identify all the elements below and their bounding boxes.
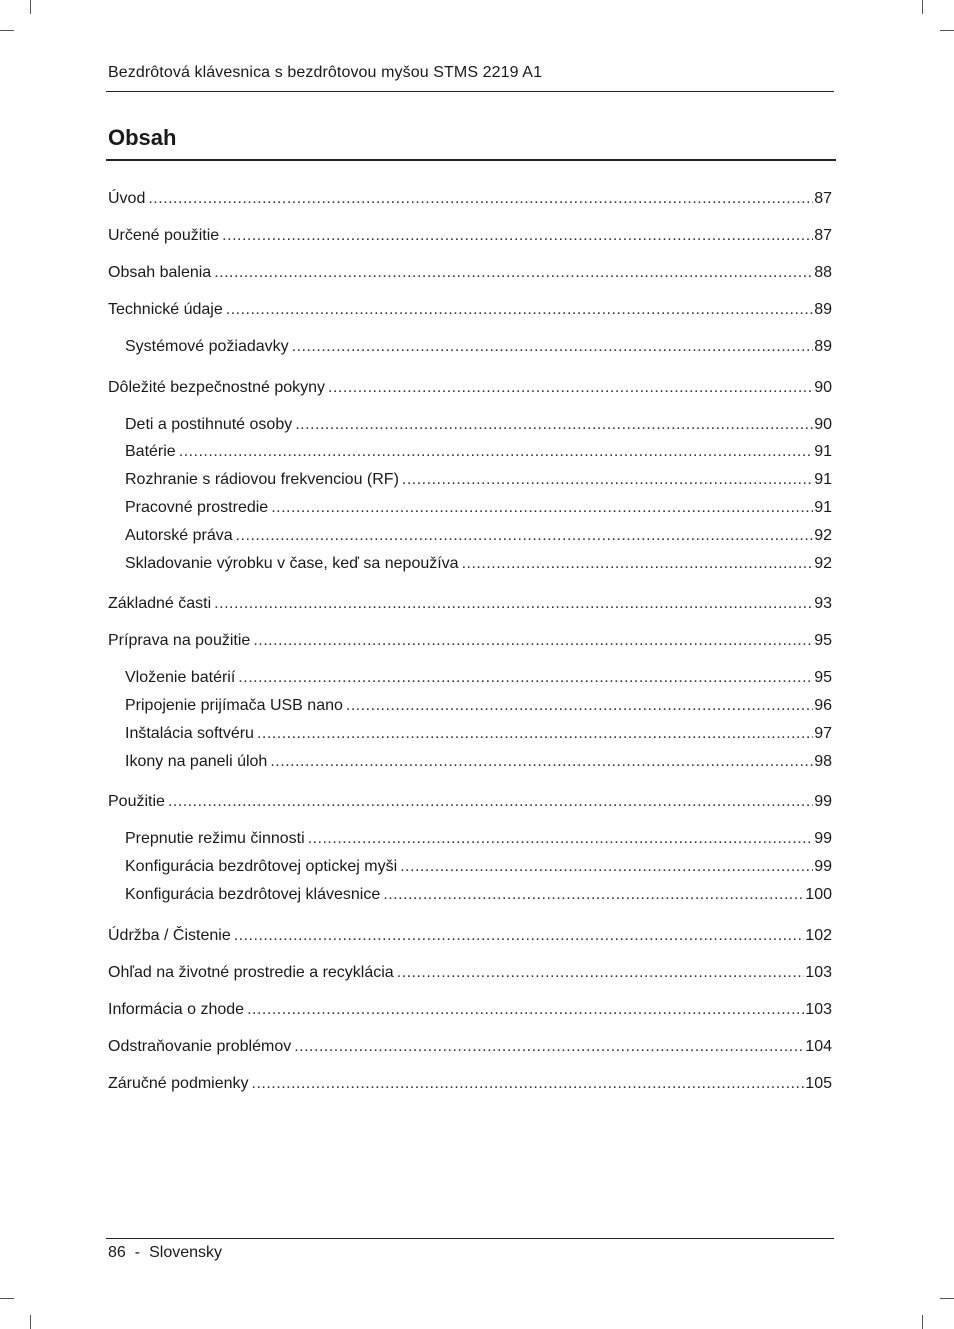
toc-entry-page: 95 [814,632,832,649]
crop-mark [0,30,14,31]
toc-entry-page: 92 [814,555,832,572]
toc-entry[interactable] [108,963,832,983]
toc-entry-leader [247,1000,804,1020]
crop-mark [0,1298,14,1299]
toc-entry-label: Technické údaje [108,301,223,318]
toc-entry-label: Prepnutie režimu činnosti [125,830,305,847]
toc-entry[interactable] [108,792,832,812]
toc-entry-leader [236,526,814,546]
toc-entry-page: 87 [814,227,832,244]
toc-entry-leader [328,378,813,398]
toc-entry-label: Použitie [108,793,165,810]
toc-entry-page: 105 [805,1075,832,1092]
toc-entry-leader [292,337,814,357]
toc-entry-label: Konfigurácia bezdrôtovej optickej myši [125,858,398,875]
toc-entry-label: Obsah balenia [108,264,212,281]
toc-entry-label: Úvod [108,190,146,207]
toc-entry-page: 98 [814,753,832,770]
toc-entry[interactable] [108,631,832,651]
toc-entry[interactable] [125,554,832,574]
toc-entry-leader [214,594,813,614]
toc-entry-page: 91 [814,443,832,460]
toc-entry-leader [148,189,813,209]
toc-entry[interactable] [125,415,832,435]
toc-entry-label: Určené použitie [108,227,220,244]
toc-entry-page: 87 [814,190,832,207]
toc-entry-leader [252,1074,805,1094]
toc-entry-leader [168,792,813,812]
toc-entry[interactable] [125,470,832,490]
toc-entry-label: Konfigurácia bezdrôtovej klávesnice [125,886,381,903]
toc-entry-leader [234,926,805,946]
toc-entry-leader [257,724,813,744]
toc-entry-label: Pracovné prostredie [125,499,269,516]
toc-entry-leader [462,554,814,574]
toc-entry-label: Skladovanie výrobku v čase, keď sa nepoužíva [125,555,459,572]
toc-entry[interactable] [108,378,832,398]
toc-entry-leader [270,752,813,772]
toc-entry-leader [400,857,813,877]
toc-entry[interactable] [125,498,832,518]
toc-entry-page: 91 [814,471,832,488]
toc-entry-page: 91 [814,499,832,516]
header-rule [106,91,834,92]
toc-entry-page: 88 [814,264,832,281]
footer-language: Slovensky [149,1244,223,1261]
toc-entry-leader [346,696,813,716]
toc-entry[interactable] [108,189,832,209]
crop-mark [922,1315,923,1329]
toc-entry-leader [179,442,814,462]
toc-entry-label: Záručné podmienky [108,1075,249,1092]
toc-entry[interactable] [125,337,832,357]
toc-entry-label: Základné časti [108,595,212,612]
toc-entry-page: 92 [814,527,832,544]
toc-entry[interactable] [125,442,832,462]
toc-entry-page: 96 [814,697,832,714]
toc-entry-leader [222,226,813,246]
footer-rule [106,1238,834,1239]
toc-entry-leader [308,829,814,849]
toc-entry-label: Ikony na paneli úloh [125,753,268,770]
crop-mark [30,1315,31,1329]
toc-entry-leader [402,470,813,490]
toc-entry[interactable] [125,829,832,849]
toc-entry-page: 103 [805,964,832,981]
toc-entry-page: 100 [805,886,832,903]
toc-entry-page: 95 [814,669,832,686]
toc-entry-leader [271,498,813,518]
toc-entry-label: Rozhranie s rádiovou frekvenciou (RF) [125,471,399,488]
footer-separator: - [134,1244,141,1261]
toc-entry[interactable] [108,1000,832,1020]
toc-entry-label: Ohľad na životné prostredie a recyklácia [108,964,394,981]
toc-entry-label: Systémové požiadavky [125,338,289,355]
toc-entry-label: Autorské práva [125,527,233,544]
toc-entry[interactable] [108,300,832,320]
toc-entry-leader [383,885,804,905]
toc-entry-label: Deti a postihnuté osoby [125,416,293,433]
toc-entry-leader [226,300,813,320]
crop-mark [940,1298,954,1299]
toc-entry-label: Dôležité bezpečnostné pokyny [108,379,326,396]
toc-entry-page: 93 [814,595,832,612]
toc-entry-page: 90 [814,416,832,433]
toc-title: Obsah [108,125,177,150]
toc-entry[interactable] [108,226,832,246]
toc-entry-leader [214,263,813,283]
toc-entry-label: Odstraňovanie problémov [108,1038,292,1055]
crop-mark [940,30,954,31]
toc-entry-page: 97 [814,725,832,742]
toc-entry[interactable] [108,926,832,946]
crop-mark [922,0,923,14]
title-rule [106,159,836,161]
toc-entry-leader [238,668,813,688]
toc-entry[interactable] [125,696,832,716]
toc-entry[interactable] [125,724,832,744]
crop-mark [30,0,31,14]
toc-entry-page: 99 [814,830,832,847]
toc-entry-page: 99 [814,793,832,810]
toc-entry-page: 89 [814,301,832,318]
toc-entry-leader [295,415,813,435]
toc-entry[interactable] [125,885,832,905]
toc-entry-label: Batérie [125,443,176,460]
toc-entry-page: 103 [805,1001,832,1018]
toc-entry-label: Pripojenie prijímača USB nano [125,697,343,714]
toc-entry-label: Informácia o zhode [108,1001,245,1018]
page-number: 86 [108,1244,126,1261]
toc-entry[interactable] [108,263,832,283]
toc-entry-label: Údržba / Čistenie [108,927,231,944]
toc-entry-label: Inštalácia softvéru [125,725,254,742]
toc-entry-page: 99 [814,858,832,875]
toc-entry[interactable] [125,857,832,877]
toc-entry-page: 104 [805,1038,832,1055]
toc-entry-leader [397,963,805,983]
toc-entry-label: Vloženie batérií [125,669,236,686]
page-footer [108,1244,222,1262]
toc-entry-leader [294,1037,804,1057]
toc-entry-page: 102 [805,927,832,944]
toc-entry[interactable] [108,1037,832,1057]
running-header: Bezdrôtová klávesnica s bezdrôtovou myšou STMS 2219 A1 [108,64,543,81]
toc-entry[interactable] [125,526,832,546]
toc-entry-leader [253,631,813,651]
toc-entry[interactable] [108,594,832,614]
toc-entry-page: 90 [814,379,832,396]
toc-entry[interactable] [108,1074,832,1094]
toc-entry[interactable] [125,752,832,772]
toc-entry-label: Príprava na použitie [108,632,251,649]
toc-entry[interactable] [125,668,832,688]
toc-entry-page: 89 [814,338,832,355]
